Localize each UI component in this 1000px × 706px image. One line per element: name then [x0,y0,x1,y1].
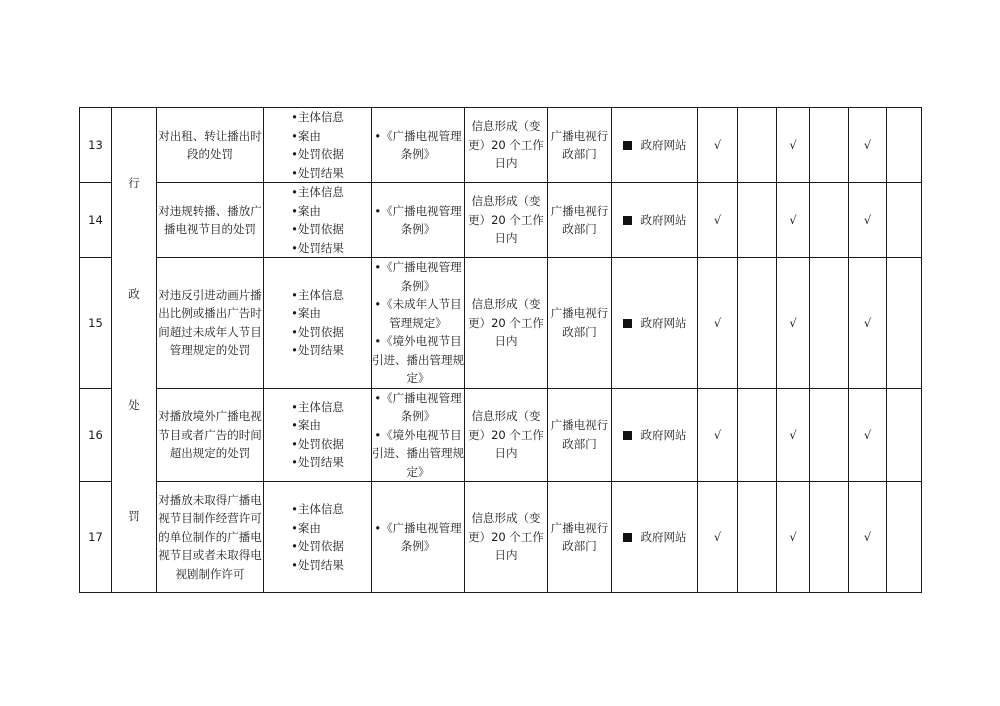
mark-cell: √ [849,388,887,482]
subject-cell: 广播电视行政部门 [548,482,612,593]
content-item: •处罚依据 [291,222,344,236]
channel-label: 政府网站 [640,137,687,152]
square-bullet-icon [623,141,632,150]
mark-cell [810,388,849,482]
subject-cell: 广播电视行政部门 [548,258,612,389]
channel-label: 政府网站 [640,315,687,330]
mark-cell: √ [849,108,887,183]
content-item: •主体信息 [291,399,344,414]
period-cell: 信息形成（变更）20 个工作日内 [465,183,548,258]
mark-cell [887,183,922,258]
channel-cell [612,482,698,593]
table-row [80,388,922,482]
mark-cell: √ [698,183,738,258]
mark-cell [810,183,849,258]
basis-item: •《广播电视管理条例》 [374,128,462,161]
mark-cell [810,108,849,183]
item-name: 对播放境外广播电视节目或者广告的时间超出规定的处罚 [157,388,264,482]
disclosure-table [79,107,922,593]
category-char: 处 [128,398,140,413]
subject-cell: 广播电视行政部门 [548,388,612,482]
content-item: •处罚依据 [291,539,344,553]
table-row [80,482,922,593]
mark-cell [738,258,777,389]
mark-cell [887,258,922,389]
mark-cell: √ [698,388,738,482]
row-number: 14 [80,183,112,258]
mark-cell [810,482,849,593]
basis-item: •《未成年人节目管理规定》 [374,297,462,330]
content-item: •案由 [291,128,321,143]
subject-cell: 广播电视行政部门 [548,108,612,183]
category-cell [112,108,157,593]
mark-cell [738,388,777,482]
mark-cell: √ [698,482,738,593]
content-item: •案由 [291,203,321,218]
content-item: •处罚结果 [291,455,344,470]
content-item: •处罚结果 [291,343,344,358]
basis-item: •《广播电视管理条例》 [374,260,462,293]
mark-cell: √ [849,258,887,389]
item-name: 对出租、转让播出时段的处罚 [157,108,264,183]
mark-cell: √ [849,183,887,258]
period-cell: 信息形成（变更）20 个工作日内 [465,108,548,183]
content-cell [264,258,372,389]
mark-cell: √ [698,108,738,183]
mark-cell [810,258,849,389]
content-item: •处罚结果 [291,557,344,572]
square-bullet-icon [623,216,632,225]
content-item: •处罚依据 [291,324,344,339]
mark-cell [887,482,922,593]
period-cell: 信息形成（变更）20 个工作日内 [465,388,548,482]
mark-cell [887,108,922,183]
content-item: •处罚结果 [291,165,344,180]
channel-label: 政府网站 [640,427,687,442]
content-cell [264,482,372,593]
row-number: 15 [80,258,112,389]
row-number: 17 [80,482,112,593]
item-name: 对违规转播、播放广播电视节目的处罚 [157,183,264,258]
content-cell [264,388,372,482]
basis-item: •《境外电视节目引进、播出管理规定》 [372,334,464,385]
row-number: 16 [80,388,112,482]
row-number: 13 [80,108,112,183]
channel-label: 政府网站 [640,529,687,544]
basis-item: •《境外电视节目引进、播出管理规定》 [372,427,464,479]
basis-cell [372,388,465,482]
content-item: •主体信息 [291,110,344,124]
channel-cell [612,258,698,389]
square-bullet-icon [623,431,632,440]
content-item: •处罚结果 [291,240,344,255]
mark-cell [738,482,777,593]
content-cell [264,108,372,183]
content-item: •主体信息 [291,185,344,199]
content-item: •案由 [291,520,321,535]
table-row [80,183,922,258]
basis-cell [372,482,465,593]
square-bullet-icon [623,533,632,542]
category-char: 罚 [128,509,140,524]
channel-cell [612,388,698,482]
table-row [80,108,922,183]
mark-cell: √ [777,258,810,389]
channel-label: 政府网站 [640,212,687,227]
period-cell: 信息形成（变更）20 个工作日内 [465,482,548,593]
mark-cell [887,388,922,482]
basis-cell [372,258,465,389]
category-char: 政 [128,287,140,302]
content-item: •处罚依据 [291,147,344,161]
basis-item: •《广播电视管理条例》 [374,520,462,553]
item-name: 对播放未取得广播电视节目制作经营许可的单位制作的广播电视节目或者未取得电视剧制作许可 [157,482,264,593]
basis-item: •《广播电视管理条例》 [374,203,462,236]
category-char: 行 [128,176,140,191]
basis-cell [372,183,465,258]
content-item: •案由 [291,306,321,321]
subject-cell: 广播电视行政部门 [548,183,612,258]
content-item: •案由 [291,418,321,433]
period-cell: 信息形成（变更）20 个工作日内 [465,258,548,389]
channel-cell [612,108,698,183]
table-row [80,258,922,389]
content-item: •主体信息 [291,502,344,516]
item-name: 对违反引进动画片播出比例或播出广告时间超过未成年人节目管理规定的处罚 [157,258,264,389]
mark-cell [738,108,777,183]
mark-cell: √ [777,108,810,183]
mark-cell: √ [777,482,810,593]
mark-cell [738,183,777,258]
mark-cell: √ [777,183,810,258]
content-item: •处罚依据 [291,436,344,451]
basis-item: •《广播电视管理条例》 [374,390,462,423]
square-bullet-icon [623,319,632,328]
content-cell [264,183,372,258]
channel-cell [612,183,698,258]
mark-cell: √ [698,258,738,389]
mark-cell: √ [849,482,887,593]
basis-cell [372,108,465,183]
mark-cell: √ [777,388,810,482]
content-item: •主体信息 [291,287,344,302]
